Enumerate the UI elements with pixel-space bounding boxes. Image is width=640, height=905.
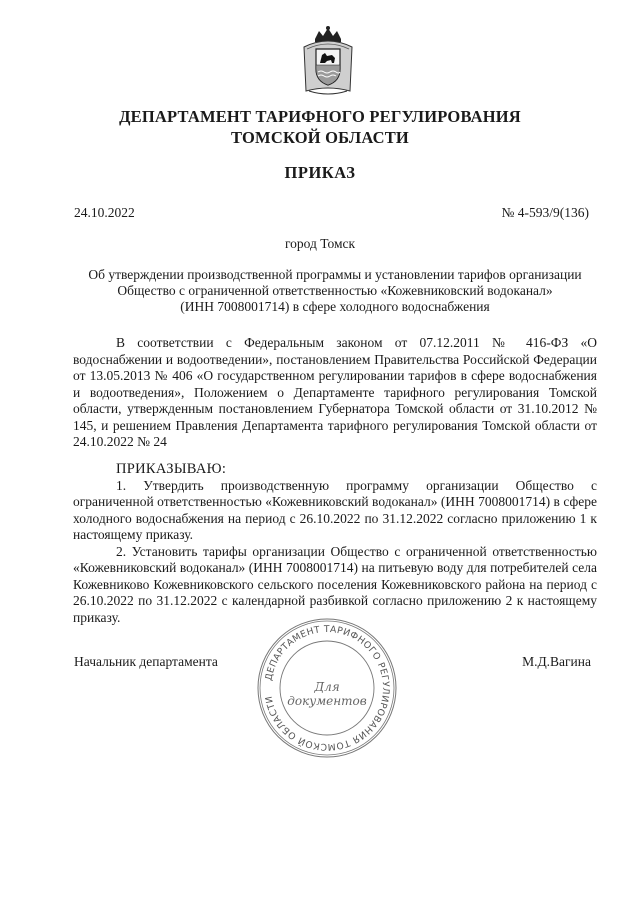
department-title-line-2: ТОМСКОЙ ОБЛАСТИ	[231, 128, 409, 147]
subject-line-1: Об утверждении производственной программы и установлении тарифов организации	[88, 267, 582, 282]
stamp-ring-text: ДЕПАРТАМЕНТ ТАРИФНОГО РЕГУЛИРОВАНИЯ ТОМСКОЙ ОБЛАСТИ	[263, 623, 392, 753]
city-name: город Томск	[284, 236, 356, 251]
orders-heading: ПРИКАЗЫВАЮ:	[116, 461, 227, 477]
order-subject	[60, 267, 610, 315]
orders-section	[73, 461, 597, 626]
stamp-center-line-1: Для	[314, 680, 340, 694]
order-date: 24.10.2022	[74, 205, 135, 220]
document-type-title: ПРИКАЗ	[284, 163, 356, 182]
stamp-center-line-2: документов	[287, 694, 367, 708]
coat-of-arms-emblem	[301, 25, 355, 97]
signatory-title: Начальник департамента	[74, 654, 218, 669]
department-title-line-1: ДЕПАРТАМЕНТ ТАРИФНОГО РЕГУЛИРОВАНИЯ	[119, 107, 521, 126]
order-item-2: 2. Установить тарифы организации Общество с ограниченной ответственностью «Кожевниковский водоканал» (ИНН 7008001714) на питьевую воду для потребителей села Кожевниково Кожевниковского сельского поселения Кожевниковского района на период с 26.10.2022 по 31.12.2022 с календарной разбивкой согласно приложению 2 к настоящему приказу.	[73, 543, 597, 625]
order-item-1: 1. Утвердить производственную программу организации Общество с ограниченной ответственностью «Кожевниковский водоканал» (ИНН 7008001714) в сфере холодного водоснабжения на период с 26.10.2022 по 31.12.2022 согласно приложению 1 к настоящему приказу.	[73, 477, 597, 542]
preamble-section	[73, 335, 597, 451]
order-number: № 4-593/9(136)	[501, 205, 589, 220]
subject-line-2: Общество с ограниченной ответственностью «Кожевниковский водоканал»	[117, 283, 553, 298]
signatory-name: М.Д.Вагина	[522, 654, 591, 669]
preamble-paragraph: В соответствии с Федеральным законом от 07.12.2011 № 416-ФЗ «О водоснабжении и водоотведении», постановлением Правительства Российской Федерации от 13.05.2013 № 406 «О государственном регулировании тарифов в сфере водоснабжения и водоотведения», Положением о Департаменте тарифного регулирования Томской области, утвержденным постановлением Губернатора Томской области от 31.10.2012 № 145, и решением Правления Департамента тарифного регулирования Томской области от 24.10.2022 № 24	[73, 335, 597, 449]
subject-line-3: (ИНН 7008001714) в сфере холодного водоснабжения	[180, 299, 490, 314]
